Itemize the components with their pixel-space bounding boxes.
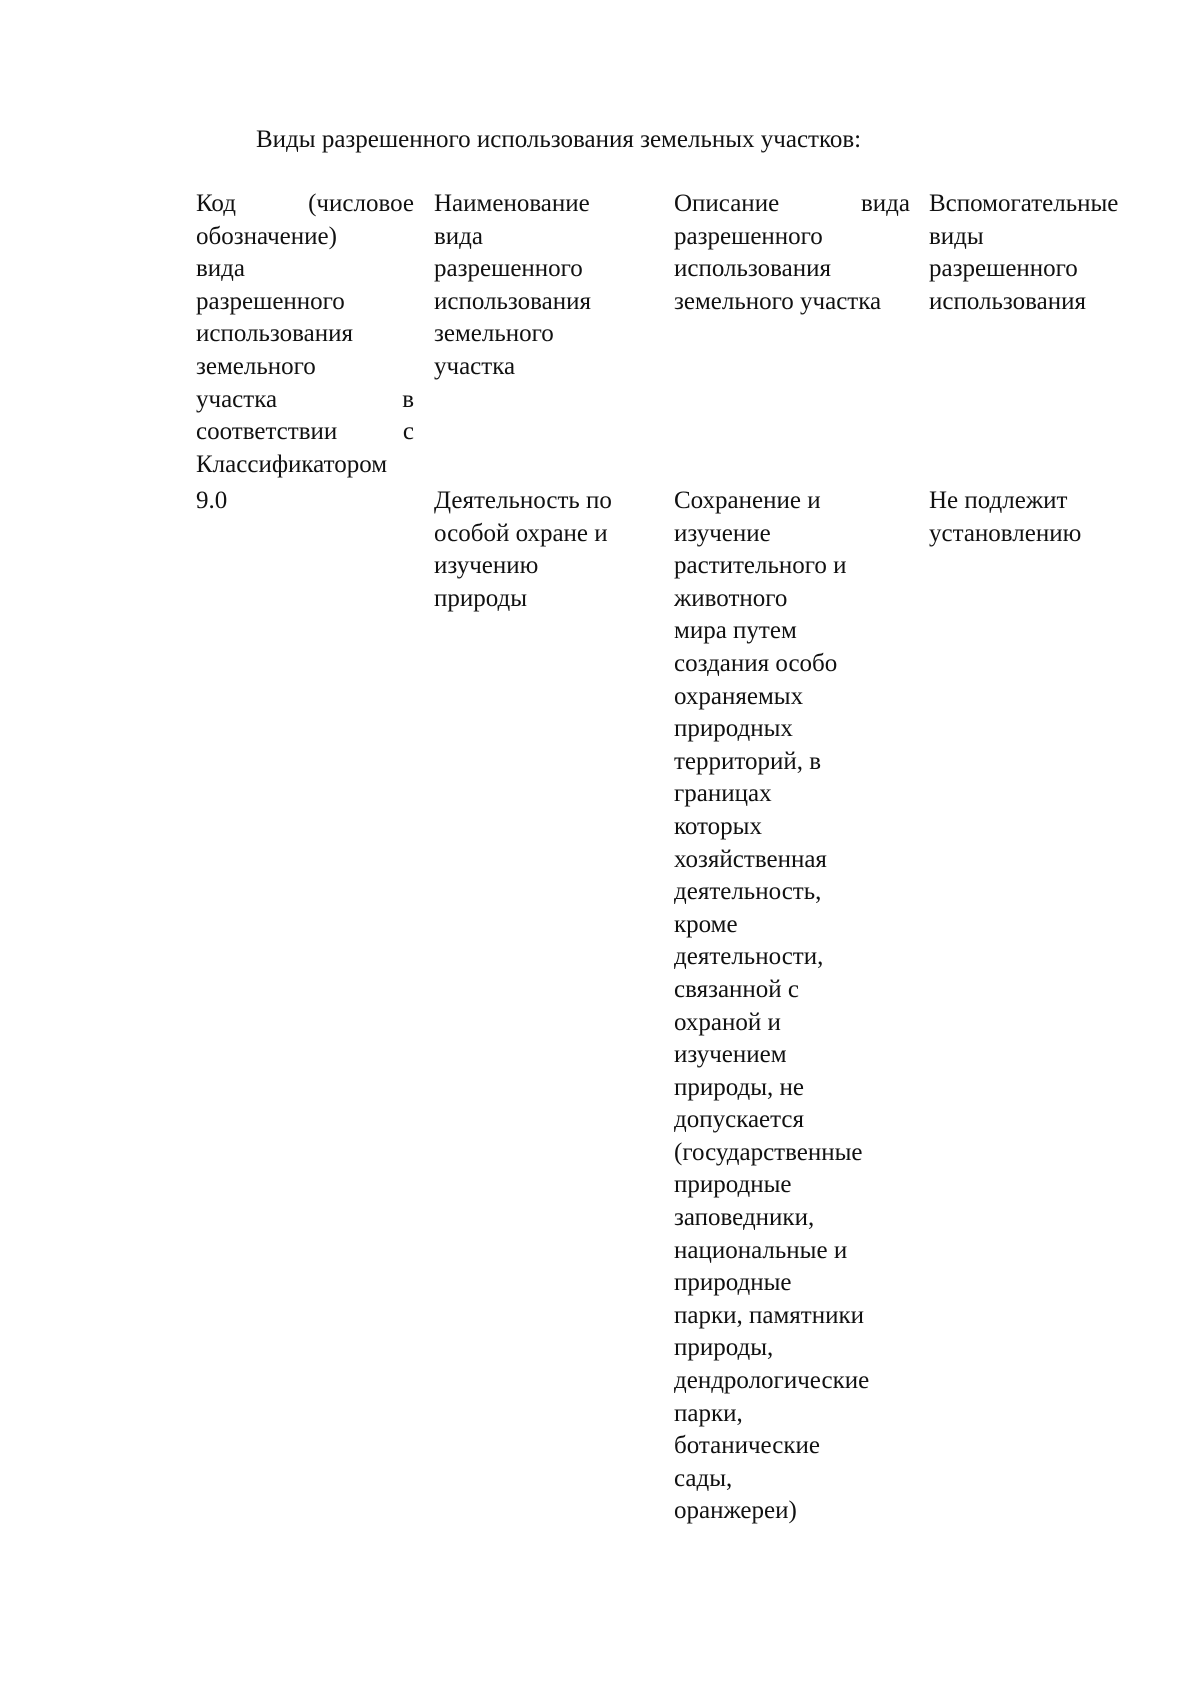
code-word: земельного [196, 352, 316, 380]
table-header-row [196, 188, 1156, 485]
code-word: обозначение) [196, 222, 337, 250]
code-line [196, 384, 414, 417]
description-word: Описание [674, 190, 780, 217]
land-use-table [196, 188, 1156, 1545]
description-line [674, 188, 910, 221]
cell-name: Деятельность по особой охране и изучению природы [434, 487, 612, 612]
code-line [196, 449, 414, 482]
description-word: вида [861, 190, 910, 217]
code-word: Код [196, 190, 236, 217]
code-word: с [402, 418, 414, 446]
code-word: вида [196, 255, 245, 283]
code-line [196, 416, 414, 449]
code-line [196, 253, 414, 286]
description-word: использования [674, 255, 831, 283]
code-line [196, 318, 414, 351]
code-word: (числовое [308, 190, 414, 217]
cell-code: 9.0 [196, 487, 228, 514]
code-word: использования [196, 320, 353, 348]
table-row [196, 485, 1156, 1545]
cell-description: Сохранение и изучение растительного и животного мира путем создания особо охраняемых природных территорий, в границах которых хозяйственная деятельность, кроме деятельности, связанной с охраной и изучением природы, не допускается (государственные природные заповедники, национальные и природные парки, памятники природы, дендрологические парки, ботанические сады, оранжереи) [674, 487, 870, 1525]
cell-auxiliary: Не подлежит установлению [929, 487, 1082, 547]
code-line [196, 188, 414, 221]
header-code [196, 188, 414, 481]
code-word: соответствии [196, 418, 338, 446]
description-word: земельного участка [674, 287, 882, 315]
header-name: Наименование вида разрешенного использования земельного участка [434, 190, 591, 380]
code-line [196, 286, 414, 319]
code-line [196, 221, 414, 254]
code-line [196, 351, 414, 384]
code-word: в [402, 385, 414, 413]
description-line [674, 253, 910, 286]
code-word: Классификатором [196, 450, 388, 478]
description-word: разрешенного [674, 222, 823, 250]
description-line [674, 286, 910, 319]
description-line [674, 221, 910, 254]
code-word: разрешенного [196, 287, 345, 315]
code-word: участка [196, 385, 278, 413]
header-auxiliary: Вспомогательные виды разрешенного использования [929, 190, 1119, 315]
document-title: Виды разрешенного использования земельных участков: [256, 126, 862, 153]
header-description [674, 188, 910, 318]
